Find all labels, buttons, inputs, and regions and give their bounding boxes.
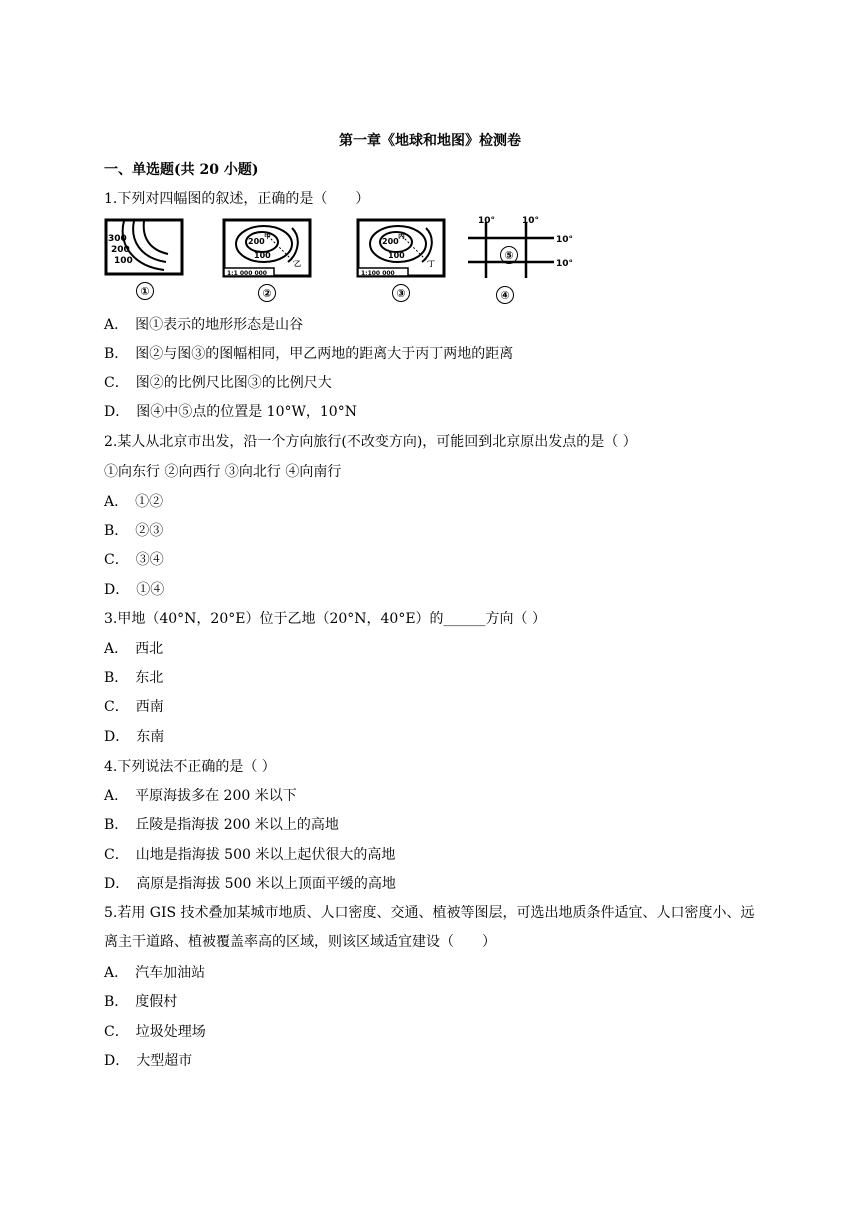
question-1-option-a: A． 图①表示的地形形态是山谷: [104, 317, 304, 333]
question-2-choices: ①向东行 ②向西行 ③向北行 ④向南行: [104, 464, 342, 480]
question-1-stem: 1.下列对四幅图的叙述，正确的是（ ）: [104, 191, 370, 207]
question-3-option-c: C． 西南: [104, 699, 164, 715]
figure-2-contour-100: 100: [254, 251, 271, 260]
figure-4-caption: ④: [496, 286, 514, 304]
question-1-option-d: D． 图④中⑤点的位置是 10°W，10°N: [104, 404, 357, 420]
question-5-option-c: C． 垃圾处理场: [104, 1024, 206, 1040]
question-4-stem: 4.下列说法不正确的是（ ）: [104, 759, 276, 775]
figure-3-point-ding: 丁: [428, 260, 435, 268]
figure-1-caption: ①: [136, 282, 154, 300]
page-title: 第一章《地球和地图》检测卷: [339, 133, 521, 149]
question-4-option-d: D． 高原是指海拔 500 米以上顶面平缓的高地: [104, 876, 396, 892]
figure-4-point-5: ⑤: [500, 246, 518, 264]
question-1-option-c: C． 图②的比例尺比图③的比例尺大: [104, 375, 332, 391]
question-3-option-b: B． 东北: [104, 670, 164, 686]
figure-2-contour-map: [222, 218, 312, 300]
question-4-option-c: C． 山地是指海拔 500 米以上起伏很大的高地: [104, 847, 396, 863]
figure-2-scale: 1:1 000 000: [227, 270, 267, 277]
question-5-option-d: D． 大型超市: [104, 1053, 193, 1069]
figure-4-label-upper-right: 10°: [556, 235, 574, 245]
question-5-option-a: A． 汽车加油站: [104, 965, 206, 981]
figure-1-contour-map: [104, 218, 184, 298]
figure-2-point-jia: 甲: [264, 232, 271, 240]
question-3-option-a: A． 西北: [104, 641, 164, 657]
figure-1-contour-300: 300: [108, 234, 127, 244]
question-2-option-a: A． ①②: [104, 494, 164, 510]
figure-3-caption: ③: [392, 284, 410, 302]
figure-1-contour-100: 100: [114, 256, 133, 266]
figure-4-label-top-left: 10°: [478, 216, 496, 226]
figure-4-label-lower-right: 10°: [556, 259, 574, 269]
question-5-option-b: B． 度假村: [104, 994, 178, 1010]
question-4-option-b: B． 丘陵是指海拔 200 米以上的高地: [104, 817, 339, 833]
question-5-stem: 5.若用 GIS 技术叠加某城市地质、人口密度、交通、植被等图层，可选出地质条件适宜、人口密度小、远离主干道路、植被覆盖率高的区域，则该区域适宜建设（ ）: [104, 905, 755, 950]
question-1-figures: [100, 218, 590, 306]
figure-4-latlon-grid: [466, 214, 590, 302]
figure-1-contour-200: 200: [111, 245, 130, 255]
figure-4-label-top-right: 10°: [522, 216, 540, 226]
question-2-option-c: C． ③④: [104, 552, 164, 568]
question-2-stem: 2.某人从北京市出发，沿一个方向旅行(不改变方向)，可能回到北京原出发点的是（ ）: [104, 434, 637, 450]
question-3-option-d: D． 东南: [104, 729, 165, 745]
figure-3-contour-map: [356, 218, 446, 300]
figure-3-point-bing: 丙: [398, 232, 405, 240]
question-2-option-d: D． ①④: [104, 582, 165, 598]
question-3-stem: 3.甲地（40°N，20°E）位于乙地（20°N，40°E）的______方向（ ）: [104, 611, 547, 627]
figure-2-caption: ②: [258, 284, 276, 302]
figure-3-contour-100: 100: [388, 251, 405, 260]
question-4-option-a: A． 平原海拔多在 200 米以下: [104, 788, 297, 804]
figure-2-point-yi: 乙: [294, 260, 301, 268]
section-heading: 一、单选题(共 20 小题): [104, 162, 259, 178]
figure-3-contour-200: 200: [382, 237, 399, 246]
question-1-option-b: B． 图②与图③的图幅相同，甲乙两地的距离大于丙丁两地的距离: [104, 346, 514, 362]
question-2-option-b: B． ②③: [104, 523, 164, 539]
figure-2-contour-200: 200: [248, 237, 265, 246]
figure-3-scale: 1:100 000: [361, 270, 395, 277]
